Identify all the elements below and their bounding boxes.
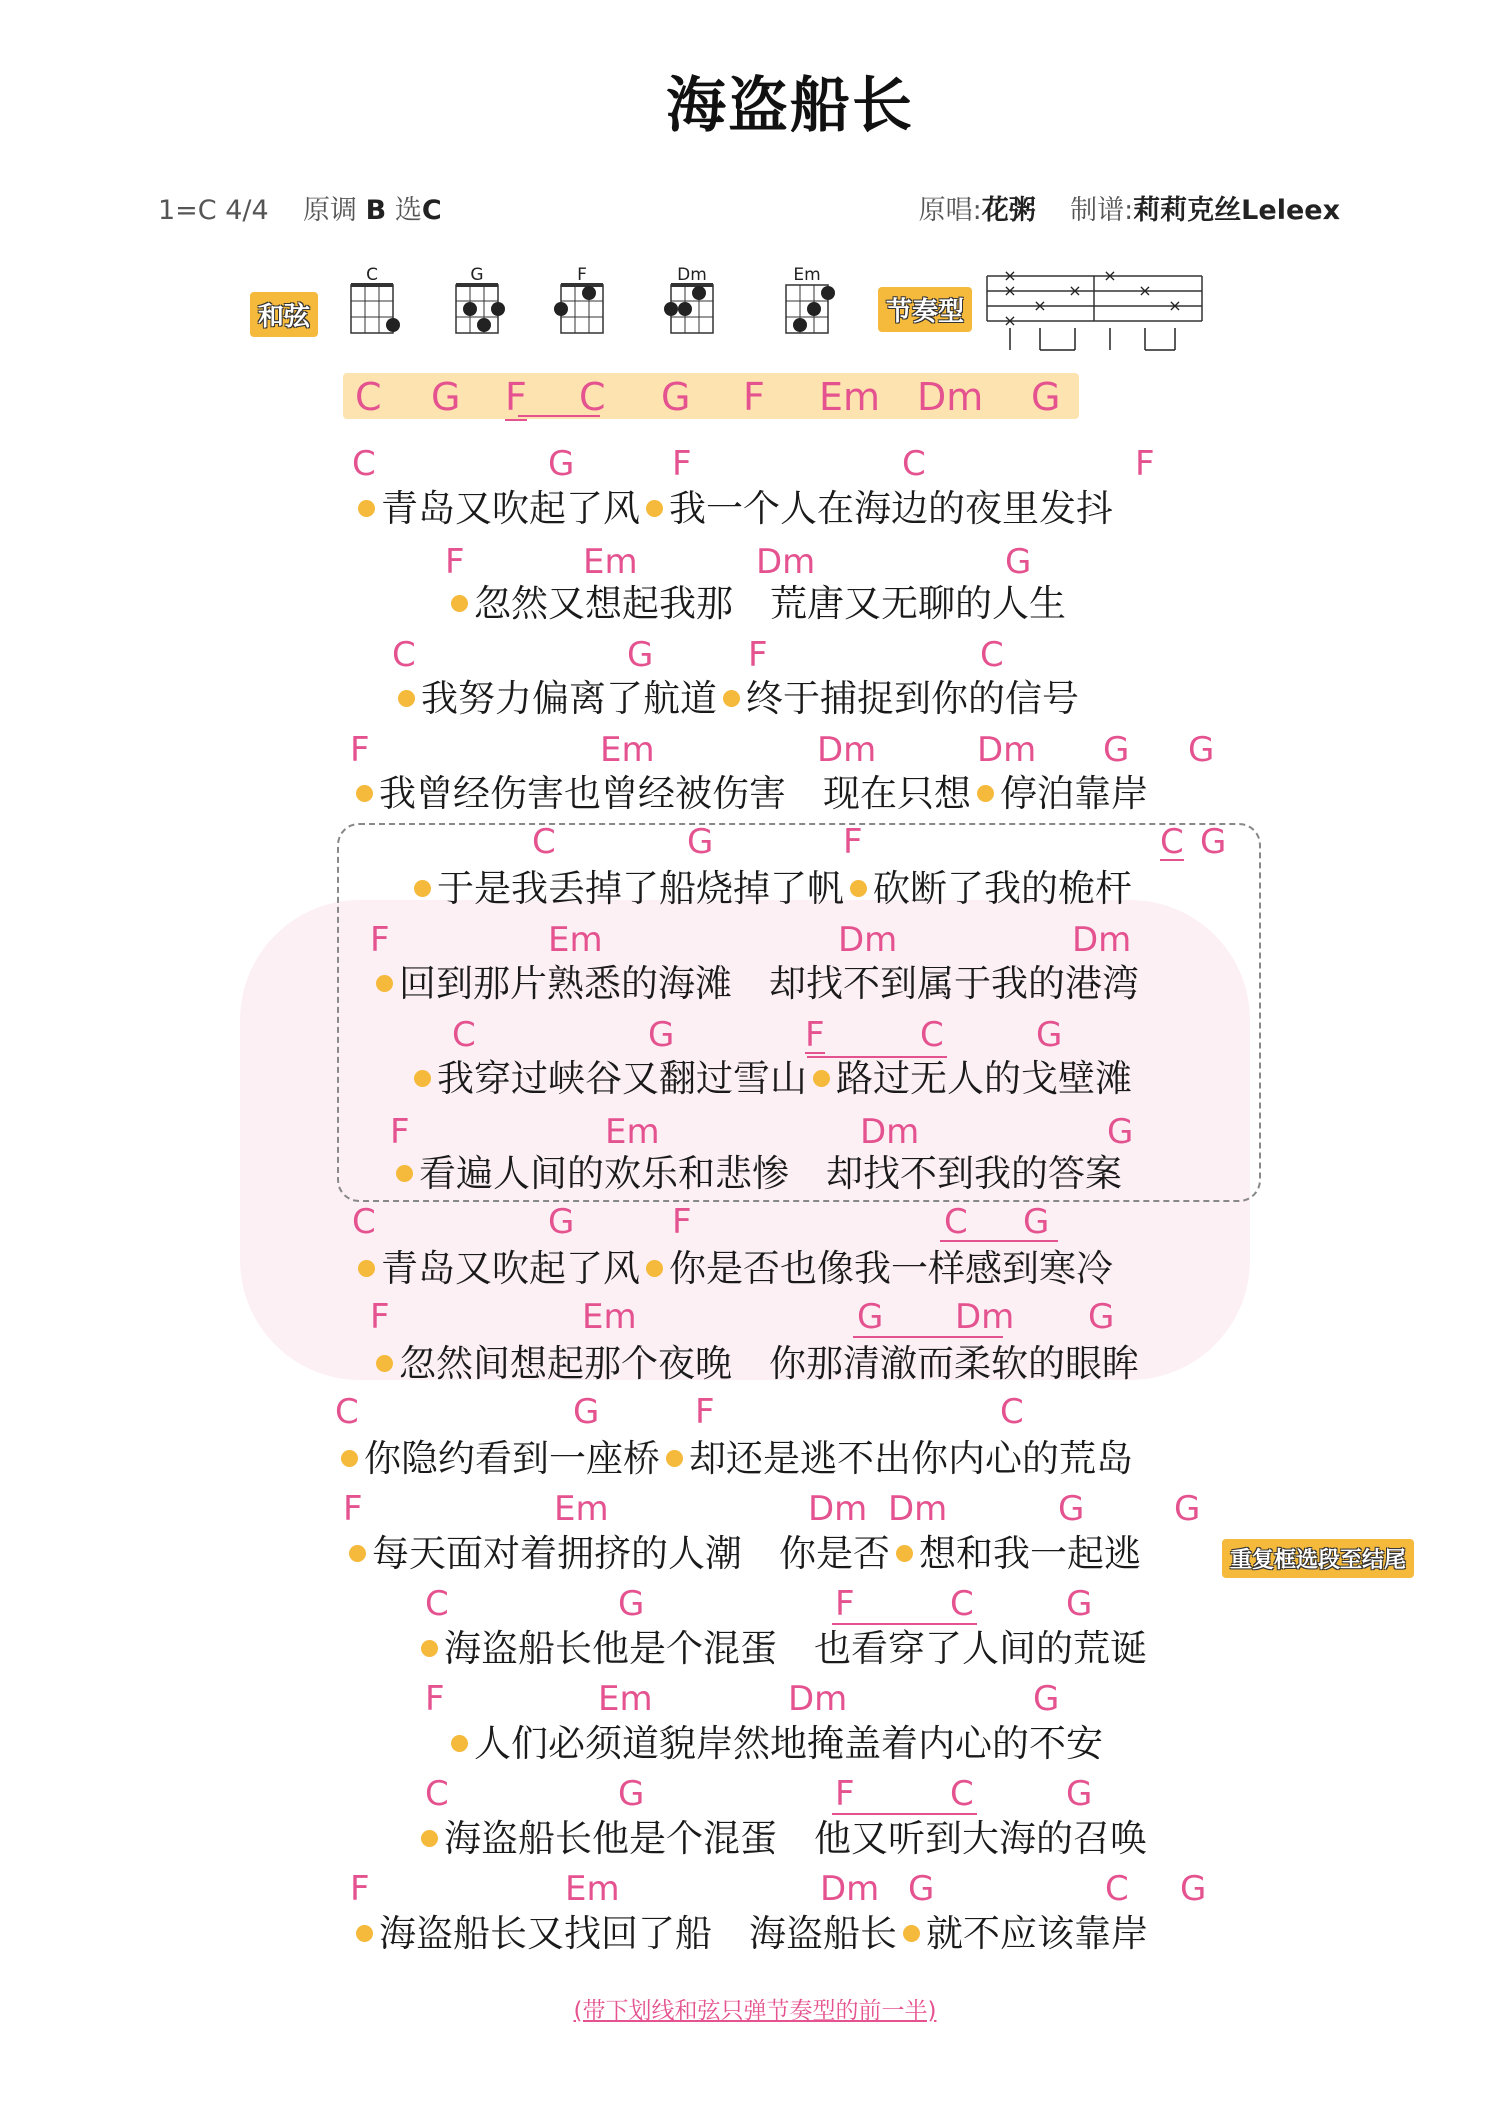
chord: G	[908, 1869, 935, 1909]
chord: G	[1036, 1015, 1063, 1055]
chord: G	[573, 1392, 600, 1432]
chord: Dm	[1072, 920, 1132, 960]
chord: C	[950, 1584, 974, 1624]
beat-dot	[813, 1070, 830, 1087]
chord: Em	[565, 1869, 620, 1909]
intro-chord: G	[1031, 375, 1061, 419]
intro-chord: F	[505, 375, 527, 419]
chord: C	[352, 1202, 376, 1242]
chord: G	[627, 635, 654, 675]
original-key: B	[365, 195, 387, 226]
svg-text:×: ×	[1033, 296, 1047, 315]
chord: Dm	[820, 1869, 880, 1909]
lyric-line: 我曾经伤害也曾经被伤害 现在只想 停泊靠岸	[350, 775, 1148, 812]
chord: F	[843, 822, 863, 862]
lyric-line: 你隐约看到一座桥 却还是逃不出你内心的荒岛	[335, 1440, 1133, 1477]
chord: G	[1005, 542, 1032, 582]
lyric-line: 每天面对着拥挤的人潮 你是否 想和我一起逃	[343, 1535, 1141, 1572]
chord: F	[1135, 444, 1155, 484]
chord-diagram-em	[786, 265, 835, 333]
rhythm-label: 节奏型	[878, 287, 972, 332]
beat-dot	[666, 1450, 683, 1467]
chord: Dm	[788, 1679, 848, 1719]
svg-text:×: ×	[1168, 296, 1182, 315]
chord: C	[352, 444, 376, 484]
beat-dot	[376, 975, 393, 992]
chord: C	[425, 1584, 449, 1624]
chord: C	[920, 1015, 944, 1055]
intro-chord: Dm	[917, 375, 984, 419]
beat-dot	[349, 1545, 366, 1562]
beat-dot	[356, 1925, 373, 1942]
chord: Em	[600, 730, 655, 770]
chord: C	[1105, 1869, 1129, 1909]
svg-text:×: ×	[1068, 281, 1082, 300]
chord: Dm	[756, 542, 816, 582]
lyric-line: 我努力偏离了航道 终于捕捉到你的信号	[392, 680, 1079, 717]
chord-underline	[832, 1623, 977, 1625]
beat-dot	[723, 690, 740, 707]
lyric-line: 海盗船长他是个混蛋 他又听到大海的召唤	[415, 1820, 1147, 1857]
chord: F	[370, 1297, 390, 1337]
intro-chord: F	[743, 375, 765, 419]
lyric-line: 青岛又吹起了风 我一个人在海边的夜里发抖	[352, 490, 1113, 527]
beat-dot	[451, 1735, 468, 1752]
lyric-line: 我穿过峡谷又翻过雪山 路过无人的戈壁滩	[408, 1060, 1132, 1097]
chord: G	[548, 444, 575, 484]
footnote: (带下划线和弦只弹节奏型的前一半)	[573, 1998, 937, 2024]
beat-dot	[398, 690, 415, 707]
chord-underline	[853, 1336, 1003, 1338]
chord: G	[1107, 1112, 1134, 1152]
chord: G	[1200, 822, 1227, 862]
chord: G	[648, 1015, 675, 1055]
chord: G	[687, 822, 714, 862]
lyric-line: 忽然又想起我那 荒唐又无聊的人生	[445, 585, 1066, 622]
beat-dot	[358, 500, 375, 517]
chord: G	[548, 1202, 575, 1242]
svg-text:×: ×	[1003, 311, 1017, 330]
chords-label: 和弦	[250, 292, 318, 337]
strum-pattern	[982, 268, 1207, 356]
beat-dot	[977, 785, 994, 802]
beat-dot	[646, 500, 663, 517]
beat-dot	[341, 1450, 358, 1467]
lyric-line: 看遍人间的欢乐和悲惨 却找不到我的答案	[390, 1155, 1122, 1192]
intro-chord: C	[355, 375, 382, 419]
svg-text:Dm: Dm	[677, 265, 707, 285]
svg-text:×: ×	[1003, 268, 1017, 285]
chord: C	[425, 1774, 449, 1814]
lyric-line: 人们必须道貌岸然地掩盖着内心的不安	[445, 1725, 1103, 1762]
chord: C	[1160, 822, 1184, 862]
chord: G	[1088, 1297, 1115, 1337]
chord: C	[452, 1015, 476, 1055]
chord: C	[1000, 1392, 1024, 1432]
chord: G	[1058, 1489, 1085, 1529]
lyric-line: 青岛又吹起了风 你是否也像我一样感到寒冷	[352, 1250, 1113, 1287]
beat-dot	[896, 1545, 913, 1562]
chord: F	[695, 1392, 715, 1432]
svg-text:×: ×	[1003, 281, 1017, 300]
chord: C	[392, 635, 416, 675]
intro-progression	[343, 373, 1079, 419]
chord-diagram-f	[554, 265, 603, 333]
chord-diagram-dm	[664, 265, 713, 333]
beat-dot	[358, 1260, 375, 1277]
beat-dot	[451, 595, 468, 612]
chord: G	[618, 1584, 645, 1624]
lyric-line: 于是我丢掉了船烧掉了帆 砍断了我的桅杆	[408, 870, 1132, 907]
lyric-line: 海盗船长又找回了船 海盗船长 就不应该靠岸	[350, 1915, 1148, 1952]
chord: F	[350, 1869, 370, 1909]
lyric-line: 回到那片熟悉的海滩 却找不到属于我的港湾	[370, 965, 1139, 1002]
beat-dot	[396, 1165, 413, 1182]
chord: F	[835, 1584, 855, 1624]
beat-dot	[414, 1070, 431, 1087]
chord: Em	[598, 1679, 653, 1719]
intro-chord: G	[431, 375, 461, 419]
chord: G	[857, 1297, 884, 1337]
singer: 花粥	[981, 195, 1036, 226]
chord: G	[1180, 1869, 1207, 1909]
credits: 原唱:花粥 制谱:莉莉克丝Leleex	[918, 195, 1340, 226]
beat-dot	[414, 880, 431, 897]
chord: Em	[605, 1112, 660, 1152]
beat-dot	[356, 785, 373, 802]
chord: G	[1103, 730, 1130, 770]
svg-text:Em: Em	[793, 265, 821, 285]
chord: F	[425, 1679, 445, 1719]
chord: C	[532, 822, 556, 862]
beat-dot	[646, 1260, 663, 1277]
chord: C	[980, 635, 1004, 675]
chord: G	[1188, 730, 1215, 770]
chord: C	[335, 1392, 359, 1432]
chord: F	[672, 1202, 692, 1242]
time-signature: 1=C 4/4	[158, 195, 269, 226]
chosen-key: C	[421, 195, 442, 226]
chord: F	[370, 920, 390, 960]
chord: F	[835, 1774, 855, 1814]
chord: Em	[583, 542, 638, 582]
intro-chord: G	[661, 375, 691, 419]
chord: F	[748, 635, 768, 675]
chord: Em	[582, 1297, 637, 1337]
chord: F	[343, 1489, 363, 1529]
chord: Dm	[888, 1489, 948, 1529]
repeat-instruction: 重复框选段至结尾	[1222, 1539, 1414, 1578]
key-info: 1=C 4/4 原调 B 选C	[158, 195, 442, 226]
beat-dot	[376, 1355, 393, 1372]
svg-text:G: G	[470, 265, 484, 285]
chord: C	[944, 1202, 968, 1242]
chord: F	[350, 730, 370, 770]
chord: Em	[554, 1489, 609, 1529]
chord: G	[1174, 1489, 1201, 1529]
intro-chord: Em	[819, 375, 881, 419]
chord-diagram-g	[456, 265, 505, 333]
chord-underline	[940, 1240, 1058, 1242]
chord: Dm	[838, 920, 898, 960]
svg-text:C: C	[366, 265, 378, 285]
beat-dot	[421, 1640, 438, 1657]
chord: C	[902, 444, 926, 484]
chord: Em	[548, 920, 603, 960]
chord: F	[672, 444, 692, 484]
chord: G	[1066, 1584, 1093, 1624]
chord: Dm	[955, 1297, 1015, 1337]
chord: Dm	[808, 1489, 868, 1529]
chord: G	[618, 1774, 645, 1814]
beat-dot	[903, 1925, 920, 1942]
chord: F	[805, 1015, 825, 1055]
intro-chord: C	[579, 375, 606, 419]
chord: Dm	[817, 730, 877, 770]
beat-dot	[421, 1830, 438, 1847]
chord-diagrams	[340, 262, 940, 342]
chord: Dm	[860, 1112, 920, 1152]
lyric-line: 海盗船长他是个混蛋 也看穿了人间的荒诞	[415, 1630, 1147, 1667]
chord: G	[1066, 1774, 1093, 1814]
chord-diagram-c	[351, 265, 400, 333]
chord: F	[445, 542, 465, 582]
svg-text:F: F	[577, 265, 587, 285]
svg-text:×: ×	[1138, 281, 1152, 300]
chord: C	[950, 1774, 974, 1814]
beat-dot	[850, 880, 867, 897]
chord: Dm	[977, 730, 1037, 770]
chord: G	[1033, 1679, 1060, 1719]
chord: F	[390, 1112, 410, 1152]
chord: G	[1023, 1202, 1050, 1242]
svg-text:×: ×	[1103, 268, 1117, 285]
song-title: 海盗船长	[666, 71, 914, 141]
arranger: 莉莉克丝Leleex	[1133, 195, 1340, 226]
chord-underline	[832, 1813, 977, 1815]
lyric-line: 忽然间想起那个夜晚 你那清澈而柔软的眼眸	[370, 1345, 1139, 1382]
